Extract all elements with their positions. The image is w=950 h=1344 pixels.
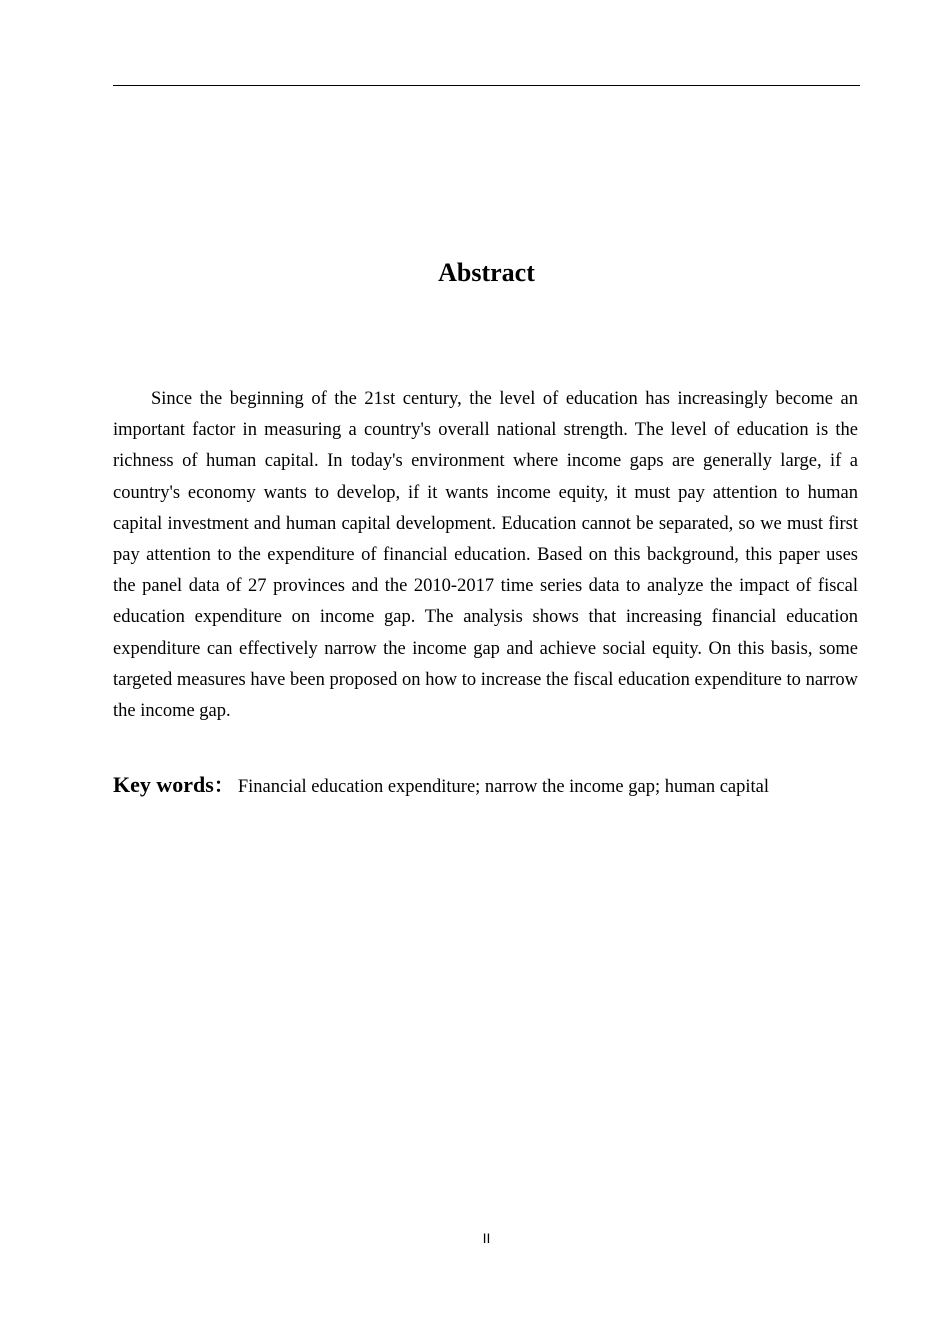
abstract-body: Since the beginning of the 21st century, the level of education has increasingly become an important factor in measuring a country's overall national strength. The level of education is the richness of human capital. In today's environment where income gaps are generally large, if a country's economy wants to develop, if it wants income equity, it must pay attention to human capital investment and human capital development. Education cannot be separated, so we must first pay attention to the expenditure of financial education. Based on this background, this paper uses the panel data of 27 provinces and the 2010-2017 time series data to analyze the impact of fiscal education expenditure on income gap. The analysis shows that increasing financial education expenditure can effectively narrow the income gap and achieve social equity. On this basis, some targeted measures have been proposed on how to increase the fiscal education expenditure to narrow the income gap. [113, 389, 858, 722]
page-number: II [482, 1230, 491, 1246]
keywords-line [113, 768, 858, 804]
keywords-value: Financial education expenditure; narrow the income gap; human capital [237, 777, 769, 797]
keywords-label: Key words [113, 772, 214, 797]
header-rule [113, 85, 860, 86]
abstract-title: Abstract [438, 258, 535, 287]
keywords-separator: ： [213, 775, 234, 797]
